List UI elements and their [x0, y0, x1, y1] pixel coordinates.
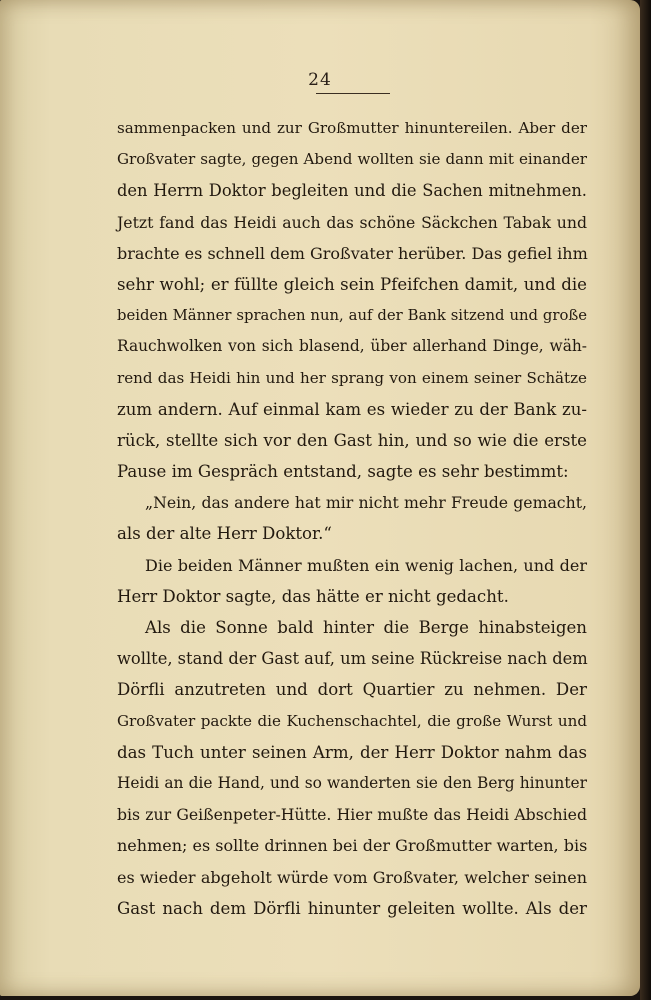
- page-number: 24: [308, 70, 332, 90]
- text-line: beiden Männer sprachen nun, auf der Bank sitzend und große: [117, 307, 587, 325]
- text-line: den Herrn Doktor begleiten und die Sachen mitnehmen.: [117, 181, 587, 201]
- text-line: Die beiden Männer mußten ein wenig lachen, und der: [145, 555, 587, 575]
- text-line: rend das Heidi hin und her sprang von einem seiner Schätze: [117, 368, 587, 387]
- text-line: Heidi an die Hand, und so wanderten sie den Berg hinunter: [117, 773, 587, 792]
- text-line: sammenpacken und zur Großmutter hinuntereilen. Aber der: [117, 119, 587, 137]
- text-line: das Tuch unter seinen Arm, der Herr Doktor nahm das: [117, 742, 587, 762]
- text-line: bis zur Geißenpeter-Hütte. Hier mußte das Heidi Abschied: [117, 805, 587, 825]
- book-spine-shadow: [640, 0, 651, 1000]
- text-line: zum andern. Auf einmal kam es wieder zu der Bank zu-: [117, 399, 587, 419]
- body-text: [117, 113, 587, 924]
- text-line: es wieder abgeholt würde vom Großvater, welcher seinen: [117, 867, 587, 887]
- text-line: Rauchwolken von sich blasend, über allerhand Dinge, wäh-: [117, 337, 587, 356]
- text-line: Großvater sagte, gegen Abend wollten sie dann mit einander: [117, 150, 587, 169]
- text-line: rück, stellte sich vor den Gast hin, und so wie die erste: [117, 430, 587, 450]
- text-line: sehr wohl; er füllte gleich sein Pfeifchen damit, und die: [117, 274, 587, 294]
- text-line: brachte es schnell dem Großvater herüber. Das gefiel ihm: [117, 243, 588, 263]
- text-line: Dörfli anzutreten und dort Quartier zu nehmen. Der: [117, 680, 587, 700]
- text-line: Herr Doktor sagte, das hätte er nicht gedacht.: [117, 586, 509, 606]
- text-line: Großvater packte die Kuchenschachtel, die große Wurst und: [117, 711, 587, 730]
- text-line: Gast nach dem Dörfli hinunter geleiten wollte. Als der: [117, 898, 587, 918]
- text-line: „Nein, das andere hat mir nicht mehr Freude gemacht,: [145, 493, 587, 513]
- text-line: nehmen; es sollte drinnen bei der Großmutter warten, bis: [117, 836, 588, 856]
- text-line: wollte, stand der Gast auf, um seine Rückreise nach dem: [117, 649, 588, 669]
- text-line: als der alte Herr Doktor.“: [117, 524, 332, 544]
- text-line: Als die Sonne bald hinter die Berge hinabsteigen: [145, 618, 587, 637]
- page-number-rule: [316, 93, 390, 94]
- text-line: Jetzt fand das Heidi auch das schöne Säckchen Tabak und: [117, 212, 587, 232]
- text-line: Pause im Gespräch entstand, sagte es sehr bestimmt:: [117, 462, 569, 482]
